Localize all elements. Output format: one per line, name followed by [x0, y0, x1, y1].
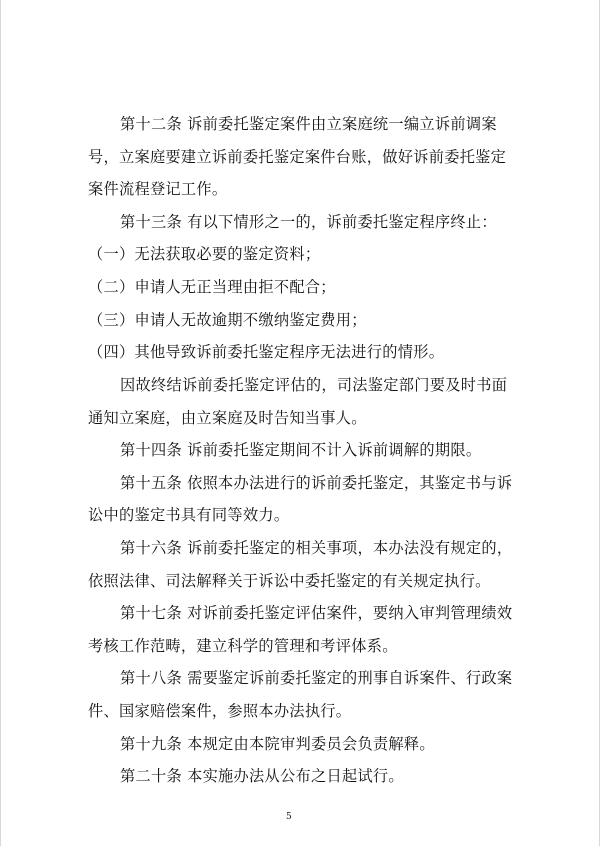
- text-line: 第十五条 依照本办法进行的诉前委托鉴定，其鉴定书与诉: [120, 474, 513, 492]
- text-line: （一）无法获取必要的鉴定资料；: [88, 245, 321, 263]
- text-line: 第十二条 诉前委托鉴定案件由立案庭统一编立诉前调案: [120, 115, 497, 133]
- text-line: （二）申请人无正当理由拒不配合；: [88, 278, 336, 296]
- text-line: 第十三条 有以下情形之一的，诉前委托鉴定程序终止：: [120, 213, 497, 231]
- text-line: （四）其他导致诉前委托鉴定程序无法进行的情形。: [88, 343, 445, 361]
- text-line: 第十六条 诉前委托鉴定的相关事项，本办法没有规定的，: [120, 539, 513, 557]
- text-line: 通知立案庭，由立案庭及时告知当事人。: [88, 409, 367, 427]
- page-number: 5: [286, 812, 292, 822]
- text-line: （三）申请人无故逾期不缴纳鉴定费用；: [88, 311, 367, 329]
- text-line: 依照法律、司法解释关于诉讼中委托鉴定的有关规定执行。: [88, 572, 491, 590]
- text-line: 考核工作范畴，建立科学的管理和考评体系。: [88, 637, 398, 655]
- text-line: 因故终结诉前委托鉴定评估的，司法鉴定部门要及时书面: [120, 376, 508, 394]
- text-line: 号，立案庭要建立诉前委托鉴定案件台账，做好诉前委托鉴定: [88, 148, 507, 166]
- text-line: 案件流程登记工作。: [88, 180, 228, 198]
- text-line: 件、国家赔偿案件，参照本办法执行。: [88, 702, 352, 720]
- text-line: 第十七条 对诉前委托鉴定评估案件，要纳入审判管理绩效: [120, 604, 513, 622]
- text-line: 第二十条 本实施办法从公布之日起试行。: [120, 767, 404, 785]
- text-line: 第十四条 诉前委托鉴定期间不计入诉前调解的期限。: [120, 441, 482, 459]
- text-line: 讼中的鉴定书具有同等效力。: [88, 506, 290, 524]
- text-line: 第十八条 需要鉴定诉前委托鉴定的刑事自诉案件、行政案: [120, 669, 513, 687]
- scan-edge-left: [0, 0, 1, 846]
- text-line: 第十九条 本规定由本院审判委员会负责解释。: [120, 735, 435, 753]
